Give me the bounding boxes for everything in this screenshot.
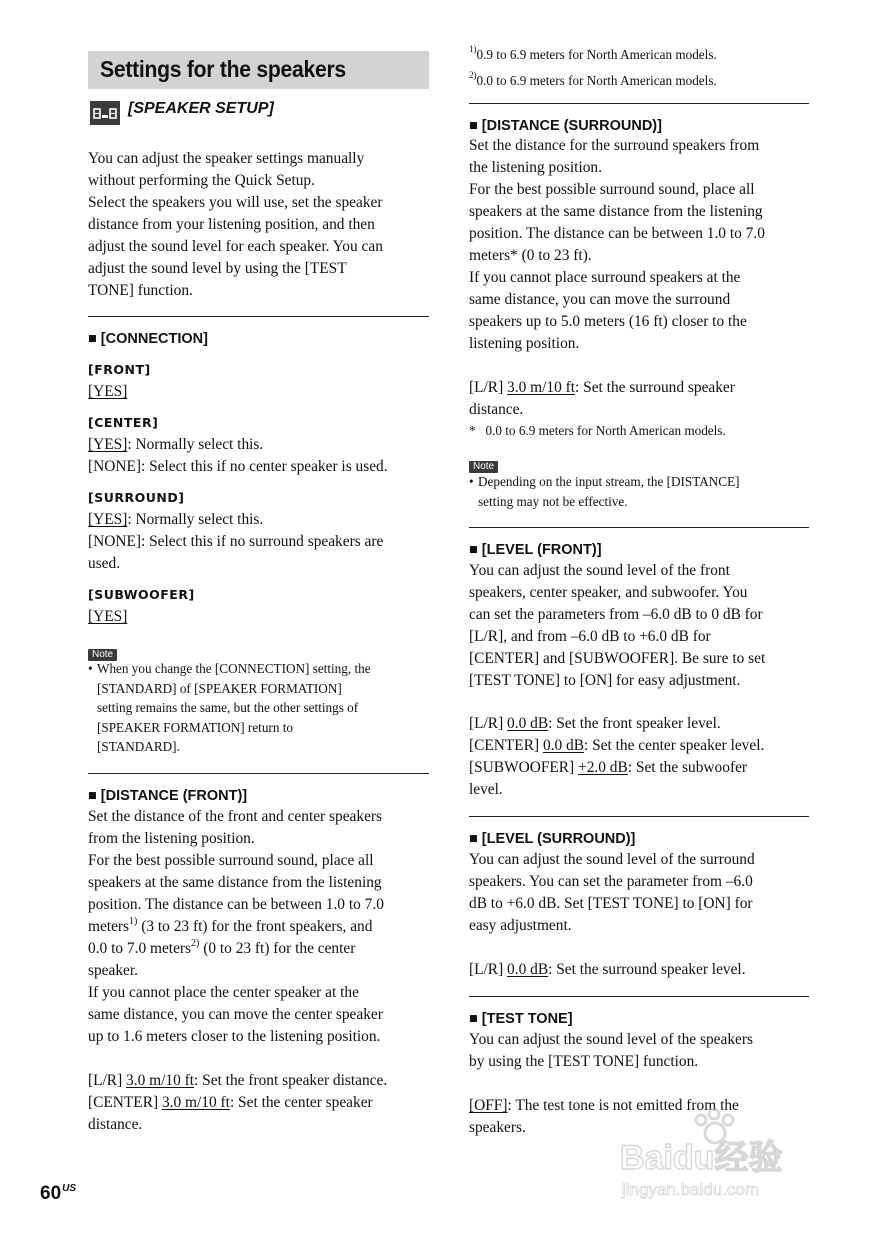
- center-none: [NONE]: Select this if no center speaker is used.: [88, 458, 388, 475]
- distance-front-heading-text: [DISTANCE (FRONT)]: [100, 788, 248, 804]
- meters-text: (0 to 23 ft) for the center: [199, 940, 356, 957]
- footnotes: [469, 42, 814, 94]
- body-line: easy adjustment.: [469, 917, 572, 934]
- meters-text: 0.0 to 7.0 meters: [88, 940, 192, 957]
- note-badge: Note: [469, 461, 498, 473]
- section-title: Settings for the speakers: [100, 56, 346, 82]
- setting-key: [L/R]: [469, 715, 508, 732]
- body-line: up to 1.6 meters closer to the listening position.: [88, 1028, 381, 1045]
- divider: [88, 773, 429, 774]
- body-line: Set the distance of the front and center speakers: [88, 808, 383, 825]
- footnote-text: 0.0 to 6.9 meters for North American models.: [476, 73, 717, 88]
- body-line: For the best possible surround sound, place all: [469, 181, 755, 198]
- center-yes: [YES]: [88, 436, 128, 453]
- subwoofer-value: [88, 606, 127, 628]
- meters-text: meters: [88, 918, 130, 935]
- setting-line: [88, 1092, 433, 1114]
- intro-line: adjust the sound level for each speaker. You can: [88, 238, 383, 255]
- footnote-text: 0.9 to 6.9 meters for North American models.: [476, 47, 717, 62]
- setting-desc: level.: [469, 781, 503, 798]
- setting-default: 0.0 dB: [507, 961, 549, 978]
- divider: [469, 816, 809, 817]
- square-bullet-icon: ■: [88, 331, 101, 347]
- body-line: same distance, you can move the surround: [469, 291, 731, 308]
- square-bullet-icon: ■: [469, 118, 482, 134]
- level-surround-heading-text: [LEVEL (SURROUND)]: [481, 831, 636, 847]
- front-value: [88, 381, 127, 403]
- body-line: You can adjust the sound level of the surround: [469, 851, 755, 868]
- level-surround-heading: [469, 830, 635, 848]
- setting-desc: : Set the center speaker: [229, 1094, 373, 1111]
- body-line: speakers up to 5.0 meters (16 ft) closer to the: [469, 313, 747, 330]
- test-tone-heading-text: [TEST TONE]: [481, 1011, 573, 1027]
- setting-line: [469, 713, 814, 735]
- note-line: setting remains the same, but the other settings of: [97, 700, 359, 716]
- body-line: by using the [TEST TONE] function.: [469, 1053, 699, 1070]
- setting-desc: : Set the front speaker distance.: [194, 1072, 388, 1089]
- watermark: [620, 1108, 825, 1204]
- setting-default: +2.0 dB: [578, 759, 628, 776]
- center-yes-desc: : Normally select this.: [127, 436, 264, 453]
- page-number: [40, 1178, 76, 1205]
- setting-key: [L/R]: [469, 379, 508, 396]
- body-line: Set the distance for the surround speakers from: [469, 137, 760, 154]
- body-line: If you cannot place the center speaker at the: [88, 984, 359, 1001]
- setting-key: [L/R]: [469, 961, 508, 978]
- note-line: • Depending on the input stream, the [DISTANCE]: [478, 474, 740, 489]
- meters-text: (3 to 23 ft) for the front speakers, and: [137, 918, 373, 935]
- footnote-ref: 1): [129, 916, 138, 927]
- body-line: [TEST TONE] to [ON] for easy adjustment.: [469, 672, 741, 689]
- body-line: the listening position.: [469, 159, 602, 176]
- footnote-mark: 1): [469, 44, 477, 54]
- body-line: position. The distance can be between 1.0 to 7.0: [88, 896, 384, 913]
- surround-none: [NONE]: Select this if no surround speakers are: [88, 533, 384, 550]
- body-line: [88, 938, 433, 960]
- intro-line: adjust the sound level by using the [TEST: [88, 260, 347, 277]
- distance-surround-heading-text: [DISTANCE (SURROUND)]: [481, 118, 662, 134]
- note-line: [STANDARD] of [SPEAKER FORMATION]: [97, 680, 342, 696]
- note-line: • When you change the [CONNECTION] setting, the: [97, 661, 371, 676]
- surround-none: used.: [88, 555, 121, 572]
- setting-desc: : Set the subwoofer: [627, 759, 748, 776]
- divider: [469, 527, 809, 528]
- intro-line: TONE] function.: [88, 282, 193, 299]
- footnote-ref: 2): [191, 938, 200, 949]
- intro-line: Select the speakers you will use, set the speaker: [88, 194, 383, 211]
- setting-desc: : The test tone is not emitted from the: [507, 1097, 739, 1114]
- surround-yes: [YES]: [88, 511, 128, 528]
- setting-key: [SUBWOOFER]: [469, 759, 579, 776]
- menu-label: [SPEAKER SETUP]: [128, 100, 274, 117]
- body-line: [88, 916, 433, 938]
- setting-desc: : Set the center speaker level.: [584, 737, 765, 754]
- distance-surround-text: [469, 135, 814, 421]
- body-line: For the best possible surround sound, place all: [88, 852, 374, 869]
- divider: [88, 316, 429, 317]
- setting-default: 0.0 dB: [507, 715, 549, 732]
- test-tone-heading: [469, 1010, 573, 1028]
- surround-yes-desc: : Normally select this.: [127, 511, 264, 528]
- setting-key: [CENTER]: [469, 737, 543, 754]
- body-line: [CENTER] and [SUBWOOFER]. Be sure to set: [469, 650, 766, 667]
- subwoofer-label: [SUBWOOFER]: [88, 587, 195, 602]
- watermark-text: Baidu经验: [620, 1139, 783, 1177]
- center-options: [88, 434, 433, 478]
- surround-options: [88, 509, 433, 575]
- note-line: [STANDARD].: [97, 739, 180, 755]
- body-line: position. The distance can be between 1.0 to 7.0: [469, 225, 765, 242]
- footnote-mark: 2): [469, 70, 477, 80]
- body-line: If you cannot place surround speakers at the: [469, 269, 741, 286]
- note-line: setting may not be effective.: [478, 493, 628, 509]
- page-number-value: 60: [40, 1183, 62, 1204]
- setting-desc: distance.: [88, 1116, 143, 1133]
- body-line: speakers at the same distance from the listening: [469, 203, 763, 220]
- body-line: You can adjust the sound level of the speakers: [469, 1031, 753, 1048]
- note-badge: Note: [88, 649, 117, 661]
- divider: [469, 996, 809, 997]
- front-label: [FRONT]: [88, 362, 151, 377]
- setting-desc: : Set the front speaker level.: [548, 715, 721, 732]
- intro-line: You can adjust the speaker settings manually: [88, 150, 365, 167]
- setting-default: 0.0 dB: [542, 737, 584, 754]
- intro-line: distance from your listening position, and then: [88, 216, 375, 233]
- body-line: speakers, center speaker, and subwoofer. You: [469, 584, 748, 601]
- connection-heading-text: [CONNECTION]: [100, 331, 208, 347]
- setting-desc: speakers.: [469, 1119, 526, 1136]
- setting-key: [L/R]: [88, 1072, 127, 1089]
- note-line: [SPEAKER FORMATION] return to: [97, 719, 293, 735]
- level-front-text: [469, 560, 814, 801]
- square-bullet-icon: ■: [469, 831, 482, 847]
- setting-desc: : Set the surround speaker: [575, 379, 735, 396]
- connection-note: [88, 659, 442, 757]
- center-label: [CENTER]: [88, 415, 159, 430]
- body-line: can set the parameters from –6.0 dB to 0 dB for: [469, 606, 763, 623]
- setting-line: [469, 959, 814, 981]
- asterisk-note: * 0.0 to 6.9 meters for North American models.: [469, 423, 726, 438]
- square-bullet-icon: ■: [469, 542, 482, 558]
- setting-line: [88, 1070, 433, 1092]
- page-suffix: US: [62, 1183, 77, 1194]
- body-line: speakers. You can set the parameter from –6.0: [469, 873, 753, 890]
- setting-default: [OFF]: [469, 1097, 508, 1114]
- body-line: same distance, you can move the center speaker: [88, 1006, 383, 1023]
- speaker-setup-icon: [90, 101, 120, 125]
- distance-surround-heading: [469, 117, 662, 135]
- setting-desc: distance.: [469, 401, 524, 418]
- connection-heading: [88, 330, 208, 348]
- surround-note: [469, 472, 823, 511]
- body-line: dB to +6.0 dB. Set [TEST TONE] to [ON] for: [469, 895, 753, 912]
- body-line: [L/R], and from –6.0 dB to +6.0 dB for: [469, 628, 711, 645]
- setting-line: [469, 735, 814, 757]
- level-front-heading: [469, 541, 602, 559]
- body-line: meters* (0 to 23 ft).: [469, 247, 592, 264]
- body-line: from the listening position.: [88, 830, 255, 847]
- surround-label: [SURROUND]: [88, 490, 185, 505]
- distance-front-text: [88, 806, 433, 1136]
- level-surround-text: [469, 849, 814, 981]
- intro-text: [88, 148, 433, 302]
- section-title-box: [88, 51, 429, 89]
- square-bullet-icon: ■: [88, 788, 101, 804]
- subwoofer-yes: [YES]: [88, 608, 128, 625]
- setting-default: 3.0 m/10 ft: [507, 379, 576, 396]
- watermark-url: jingyan.baidu.com: [622, 1180, 760, 1199]
- square-bullet-icon: ■: [469, 1011, 482, 1027]
- body-line: speaker.: [88, 962, 138, 979]
- setting-default: 3.0 m/10 ft: [126, 1072, 195, 1089]
- body-line: You can adjust the sound level of the front: [469, 562, 730, 579]
- level-front-heading-text: [LEVEL (FRONT)]: [481, 542, 602, 558]
- divider: [469, 103, 809, 104]
- front-yes: [YES]: [88, 383, 128, 400]
- setting-desc: : Set the surround speaker level.: [548, 961, 746, 978]
- setting-key: [CENTER]: [88, 1094, 162, 1111]
- setting-line: [469, 377, 814, 399]
- setting-default: 3.0 m/10 ft: [161, 1094, 230, 1111]
- setting-line: [469, 757, 814, 779]
- body-line: listening position.: [469, 335, 580, 352]
- intro-line: without performing the Quick Setup.: [88, 172, 315, 189]
- body-line: speakers at the same distance from the listening: [88, 874, 382, 891]
- distance-front-heading: [88, 787, 247, 805]
